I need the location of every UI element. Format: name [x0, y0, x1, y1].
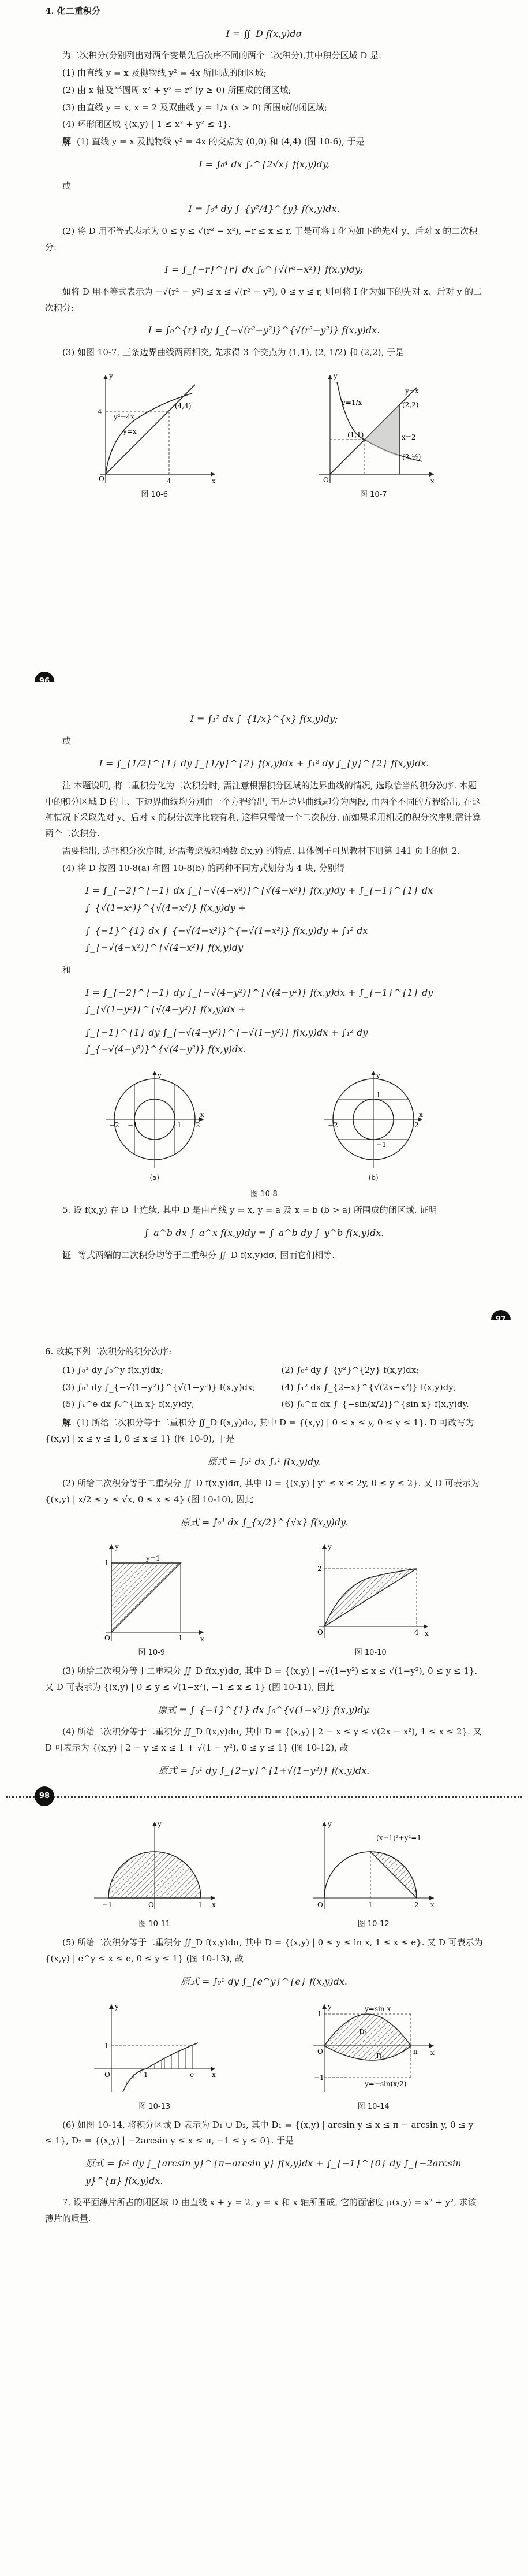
item-2: (2) 由 x 轴及半圆周 x² + y² = r² (y ≥ 0) 所围成的闭区域;: [62, 84, 291, 95]
svg-text:−1: −1: [102, 1901, 113, 1909]
formula-5: ∫_a^b dx ∫_a^x f(x,y)dy = ∫_a^b dy ∫_y^b f(x,y)dx.: [144, 1227, 384, 1238]
formula-6-1: 原式 = ∫₀¹ dx ∫ₓ¹ f(x,y)dy.: [207, 1455, 321, 1467]
formula-1a: I = ∫₀⁴ dx ∫ₓ^{2√x} f(x,y)dy,: [199, 158, 329, 170]
q6-item-5: (5) ∫₁^e dx ∫₀^{ln x} f(x,y)dy;: [62, 1399, 194, 1410]
svg-text:y=1: y=1: [145, 1554, 160, 1563]
svg-text:O: O: [104, 2070, 110, 2079]
proof: [45, 1248, 483, 1264]
formula-4b-line2: ∫_{−1}^{1} dy ∫_{−√(4−y²)}^{−√(1−y²)} f(x,y)dx + ∫₁² dy ∫_{−√(4−y²)}^{√(4−y²)} f(x,y)dx.: [85, 1026, 368, 1055]
question-7: 7. 设平面薄片所占的闭区域 D 由直线 x + y = 2, y = x 和 x 轴所围成, 它的面密度 μ(x,y) = x² + y², 求该薄片的质量.: [45, 2197, 477, 2224]
svg-text:O: O: [323, 475, 329, 484]
figure-10-14-graphic: [307, 2000, 440, 2098]
q6-item-4: (4) ∫₁² dx ∫_{2−x}^{√(2x−x²)} f(x,y)dy;: [281, 1382, 456, 1393]
solution-3: (3) 如图 10-7, 三条边界曲线两两相交, 先求得 3 个交点为 (1,1), (2, 1/2) 和 (2,2), 于是: [62, 347, 405, 358]
formula-6-6: 原式 = ∫₀¹ dy ∫_{arcsin y}^{π−arcsin y} f(x,y)dx + ∫_{−1}^{0} dy ∫_{−2arcsin y}^{π} f(x,y)dx.: [85, 2158, 462, 2186]
q6-item-3: (3) ∫₀¹ dy ∫_{−√(1−y²)}^{√(1−y²)} f(x,y)dx;: [62, 1382, 256, 1393]
solution-1: [45, 134, 483, 150]
figure-10-11-caption: 图 10-11: [138, 1920, 171, 1929]
formula-main: I = ∬_D f(x,y)dσ: [226, 28, 302, 39]
svg-text:x: x: [211, 477, 216, 485]
svg-text:O: O: [317, 1628, 324, 1637]
svg-text:π: π: [413, 2047, 418, 2056]
svg-text:x: x: [211, 2070, 216, 2079]
figure-10-14-caption: 图 10-14: [357, 2102, 390, 2111]
svg-text:x=2: x=2: [402, 433, 416, 441]
item-4: (4) 环形闭区域 {(x,y) | 1 ≤ x² + y² ≤ 4}.: [62, 119, 231, 130]
figure-10-11-graphic: [88, 1817, 221, 1915]
solution-2: (2) 将 D 用不等式表示为 0 ≤ y ≤ √(r² − x²), −r ≤ x ≤ r, 于是可将 I 化为如下的先对 y、后对 x 的二次积分:: [45, 225, 478, 252]
svg-text:O: O: [317, 2047, 324, 2056]
figure-10-12-graphic: [307, 1817, 440, 1915]
svg-text:x: x: [430, 1901, 435, 1909]
proof-lead: 证: [62, 1249, 72, 1260]
formula-6-3: 原式 = ∫_{−1}^{1} dx ∫₀^{√(1−x²)} f(x,y)dy.: [158, 1704, 370, 1715]
svg-text:y: y: [108, 371, 113, 380]
svg-text:x: x: [430, 477, 435, 485]
q6-solution-1-text: (1) 所给二次积分等于二重积分 ∬_D f(x,y)dσ, 其中 D = {(x,y) | 0 ≤ x ≤ y, 0 ≤ y ≤ 1}. D 可改写为 {(x,y) | x ≤ y ≤ 1, 0 ≤ x ≤ 1} (图 10-9), 于是: [45, 1417, 474, 1444]
page-96: [0, 0, 528, 682]
svg-text:(x−1)²+y²=1: (x−1)²+y²=1: [376, 1834, 422, 1842]
item-3: (3) 由直线 y = x, x = 2 及双曲线 y = 1/x (x > 0) 所围成的闭区域;: [62, 102, 328, 113]
figure-10-13-graphic: [88, 2000, 221, 2098]
note-paragraph-2: 需要指出, 选择积分次序时, 还需考虑被积函数 f(x,y) 的特点. 具体例子可见教材下册第 141 页上的例 2.: [62, 845, 460, 856]
figure-10-8b: [319, 1067, 428, 1184]
figure-10-13-caption: 图 10-13: [138, 2102, 171, 2111]
svg-text:1: 1: [143, 2070, 148, 2079]
figure-10-9: [94, 1540, 209, 1660]
svg-text:(2,½): (2,½): [402, 452, 421, 461]
solution-1-text: (1) 直线 y = x 及抛物线 y² = 4x 的交点为 (0,0) 和 (4,4) (图 10-6), 于是: [77, 136, 365, 147]
svg-text:y: y: [328, 1820, 332, 1829]
page-number-98: 98: [35, 1786, 54, 1806]
page-98: [0, 1320, 528, 2576]
question-6: 6. 改换下列二次积分的积分次序:: [45, 1346, 172, 1357]
svg-text:y=−sin(x/2): y=−sin(x/2): [365, 2079, 407, 2088]
figures-row-11-12: [45, 1817, 483, 1931]
svg-text:1: 1: [368, 1901, 373, 1909]
q6-solution-3: (3) 所给二次积分等于二重积分 ∬_D f(x,y)dσ, 其中 D = {(x,y) | −√(1−y²) ≤ x ≤ √(1−y²), 0 ≤ y ≤ 1}. 又 D 可表示为 {(x,y) | 0 ≤ y ≤ √(1−x²), −1 ≤ x ≤ 1} (图 10-11), 因此: [45, 1666, 478, 1692]
svg-text:1: 1: [317, 2009, 322, 2018]
svg-text:y: y: [334, 371, 338, 380]
intro-text: 为二次积分(分别列出对两个变量先后次序不同的两个二次积分),其中积分区域 D 是:: [62, 50, 382, 61]
svg-text:1: 1: [177, 1121, 182, 1129]
svg-text:O: O: [148, 1901, 154, 1909]
figure-10-8: [45, 1067, 483, 1184]
svg-text:x: x: [200, 1110, 204, 1119]
svg-text:e: e: [189, 2070, 194, 2079]
figure-10-12-caption: 图 10-12: [357, 1920, 390, 1929]
q6-solution-2: (2) 所给二次积分等于二重积分 ∬_D f(x,y)dσ, 其中 D = {(x,y) | y² ≤ x ≤ 2y, 0 ≤ y ≤ 2}. 又 D 可表示为 {(x,y) | x/2 ≤ y ≤ √x, 0 ≤ x ≤ 4} (图 10-10), 因此: [45, 1478, 480, 1505]
svg-text:2: 2: [414, 1901, 419, 1909]
section-title: 4. 化二重积分: [45, 6, 100, 16]
formula-3b: I = ∫_{1/2}^{1} dy ∫_{1/y}^{2} f(x,y)dx + ∫₁² dy ∫_{y}^{2} f(x,y)dx.: [99, 758, 429, 769]
svg-text:4: 4: [97, 407, 102, 416]
question-6-list: [45, 1361, 483, 1414]
or-text-2: 或: [62, 735, 72, 746]
svg-text:−1: −1: [376, 1140, 387, 1149]
svg-text:1: 1: [376, 1090, 381, 1099]
figure-10-6: [88, 370, 221, 502]
question-5: 5. 设 f(x,y) 在 D 上连续, 其中 D 是由直线 y = x, y = a 及 x = b (b > a) 所围成的闭区域. 证明: [62, 1205, 437, 1216]
q6-solution-6: (6) 如图 10-14, 将积分区域 D 表示为 D₁ ∪ D₂, 其中 D₁ = {(x,y) | arcsin y ≤ x ≤ π − arcsin y, 0 ≤ y ≤ 1}, D₂ = {(x,y) | −2arcsin y ≤ x ≤ π, −1 ≤ y ≤ 0}. 于是: [45, 2119, 474, 2146]
figure-10-6-caption: 图 10-6: [141, 490, 168, 499]
q6-item-2: (2) ∫₀² dy ∫_{y²}^{2y} f(x,y)dx;: [281, 1364, 420, 1375]
formula-3a: I = ∫₁² dx ∫_{1/x}^{x} f(x,y)dy;: [190, 713, 338, 724]
svg-text:x: x: [430, 2048, 435, 2057]
svg-text:(4,4): (4,4): [174, 401, 192, 410]
svg-text:y: y: [328, 2002, 332, 2011]
figure-10-9-graphic: [94, 1540, 209, 1644]
figure-10-6-graphic: [88, 370, 221, 486]
q6-item-1: (1) ∫₀¹ dy ∫₀^y f(x,y)dx;: [62, 1364, 164, 1375]
figure-10-8b-graphic: [319, 1067, 428, 1171]
svg-text:(2,2): (2,2): [402, 400, 419, 409]
svg-text:y: y: [114, 1543, 119, 1551]
q6-solution-5: (5) 所给二次积分等于二重积分 ∬_D f(x,y)dσ, 其中 D = {(x,y) | 0 ≤ y ≤ ln x, 1 ≤ x ≤ e}. 又 D 可表示为 {(x,y) | e^y ≤ x ≤ e, 0 ≤ y ≤ 1} (图 10-13), 故: [45, 1937, 483, 1964]
proof-text: 等式两端的二次积分均等于二重积分 ∬_D f(x,y)dσ, 因而它们相等.: [78, 1249, 335, 1260]
formula-1b: I = ∫₀⁴ dy ∫_{y²/4}^{y} f(x,y)dx.: [188, 203, 340, 215]
svg-text:y=sin x: y=sin x: [365, 2004, 391, 2013]
svg-text:−2: −2: [108, 1121, 119, 1129]
figure-10-11: [88, 1817, 221, 1931]
svg-text:x: x: [425, 1629, 429, 1638]
formula-2b: I = ∫₀^{r} dy ∫_{−√(r²−y²)}^{√(r²−y²)} f(x,y)dx.: [148, 325, 380, 336]
svg-text:x: x: [200, 1635, 204, 1644]
item-1: (1) 由直线 y = x 及抛物线 y² = 4x 所围成的闭区域;: [62, 68, 267, 79]
svg-text:y: y: [157, 1820, 162, 1829]
svg-text:y: y: [328, 1543, 332, 1551]
q6-solution-4: (4) 所给二次积分等于二重积分 ∬_D f(x,y)dσ, 其中 D = {(x,y) | 2 − x ≤ y ≤ √(2x − x²), 1 ≤ x ≤ 2}. 又 D 可表示为 {(x,y) | 2 − y ≤ x ≤ 1 + √(1 − y²), 0 ≤ y ≤ 1} (图 10-12), 故: [45, 1726, 482, 1754]
svg-text:1: 1: [104, 2041, 109, 2050]
solution-2b: 如将 D 用不等式表示为 −√(r² − y²) ≤ x ≤ √(r² − y²), 0 ≤ y ≤ r, 则可将 I 化为如下的先对 x、后对 y 的二次积分:: [45, 286, 482, 313]
svg-text:−1: −1: [127, 1121, 138, 1129]
figure-10-8-caption: 图 10-8: [250, 1190, 278, 1199]
figure-10-14: [307, 2000, 440, 2114]
svg-text:y=x: y=x: [122, 427, 137, 435]
svg-text:2: 2: [195, 1121, 200, 1129]
svg-text:2: 2: [317, 1565, 322, 1573]
svg-text:O: O: [104, 1634, 110, 1643]
figure-10-12: [307, 1817, 440, 1931]
formula-4a-line1: I = ∫_{−2}^{−1} dx ∫_{−√(4−x²)}^{√(4−x²)} f(x,y)dy + ∫_{−1}^{1} dx ∫_{√(1−x²)}^{√(4−x²)} f(x,y)dy +: [85, 885, 433, 914]
figure-10-10: [307, 1540, 434, 1660]
svg-text:y=1/x: y=1/x: [342, 398, 362, 407]
figure-10-7: [307, 370, 440, 502]
svg-text:D₂: D₂: [376, 2052, 385, 2060]
figures-row-9-10: [45, 1540, 483, 1660]
q6-item-6: (6) ∫₀^π dx ∫_{−sin(x/2)}^{sin x} f(x,y)dy.: [281, 1399, 469, 1410]
svg-text:y=x: y=x: [405, 386, 419, 395]
svg-text:x: x: [211, 1901, 216, 1909]
svg-text:y: y: [376, 1071, 381, 1079]
solution-lead: 解: [62, 136, 72, 147]
svg-text:−1: −1: [314, 2073, 324, 2082]
page-separator-3: [39, 1785, 483, 1808]
figure-10-8a-graphic: [100, 1067, 209, 1171]
figures-row-13-14: [45, 2000, 483, 2114]
svg-text:y: y: [114, 2002, 119, 2011]
formula-4a-line2: ∫_{−1}^{1} dx ∫_{−√(4−x²)}^{−√(1−x²)} f(x,y)dy + ∫₁² dx ∫_{−√(4−x²)}^{√(4−x²)} f(x,y)dy: [85, 925, 368, 954]
figure-10-7-caption: 图 10-7: [360, 490, 387, 499]
svg-text:2: 2: [414, 1121, 419, 1129]
page-97: [0, 682, 528, 1320]
svg-text:y: y: [157, 1071, 162, 1079]
svg-text:y²=4x: y²=4x: [113, 412, 134, 421]
svg-text:1: 1: [104, 1559, 109, 1568]
figure-10-13: [88, 2000, 221, 2114]
svg-text:O: O: [98, 474, 104, 483]
formula-6-2: 原式 = ∫₀⁴ dx ∫_{x/2}^{√x} f(x,y)dy.: [180, 1516, 348, 1528]
svg-text:O: O: [317, 1901, 324, 1909]
figure-10-7-graphic: [307, 370, 440, 486]
note-paragraph: 注 本题说明, 将二重积分化为二次积分时, 需注意根据积分区域的边界曲线的情况, 选取恰当的积分次序. 本题中的积分区域 D 的上、下边界曲线均分别由一个方程给出, 而左边界曲线却分为两段, 由两个不同的方程给出, 在这种情况下采取先对 y、后对 x 的积分次序比较有利, 这样只需做一个二次积分, 而如果采用相反的积分次序则需计算两个二次积分.: [45, 780, 481, 839]
svg-text:1: 1: [197, 1901, 203, 1909]
svg-text:−2: −2: [328, 1121, 338, 1129]
formula-2a: I = ∫_{−r}^{r} dx ∫₀^{√(r²−x²)} f(x,y)dy;: [164, 264, 364, 276]
or-text: 或: [62, 181, 72, 192]
figure-10-8a-label: (a): [149, 1173, 160, 1182]
and-text: 和: [62, 964, 72, 975]
svg-text:x: x: [419, 1110, 424, 1119]
figure-10-10-caption: 图 10-10: [354, 1648, 387, 1658]
q6-solution-1: [45, 1415, 483, 1447]
formula-4b-line1: I = ∫_{−2}^{−1} dy ∫_{−√(4−y²)}^{√(4−y²)} f(x,y)dx + ∫_{−1}^{1} dy ∫_{√(1−y²)}^{√(4−y²)} f(x,y)dx +: [85, 987, 433, 1015]
figure-10-8b-label: (b): [368, 1173, 379, 1182]
svg-text:4: 4: [166, 477, 171, 485]
svg-text:4: 4: [414, 1628, 419, 1637]
figure-10-10-graphic: [307, 1540, 434, 1644]
formula-6-5: 原式 = ∫₀¹ dy ∫_{e^y}^{e} f(x,y)dx.: [180, 1975, 348, 1987]
solution-4: (4) 将 D 按图 10-8(a) 和图 10-8(b) 的两种不同方式划分为 4 块, 分别得: [62, 862, 345, 873]
formula-6-4: 原式 = ∫₀¹ dy ∫_{2−y}^{1+√(1−y²)} f(x,y)dx.: [158, 1765, 370, 1776]
svg-text:1: 1: [178, 1634, 183, 1643]
figures-row-1: [45, 370, 483, 502]
svg-text:(1,1): (1,1): [347, 430, 364, 439]
q6-solution-lead: 解: [62, 1417, 72, 1428]
figure-10-9-caption: 图 10-9: [138, 1648, 166, 1658]
svg-text:D₁: D₁: [359, 2027, 368, 2036]
figure-10-8a: [100, 1067, 209, 1184]
